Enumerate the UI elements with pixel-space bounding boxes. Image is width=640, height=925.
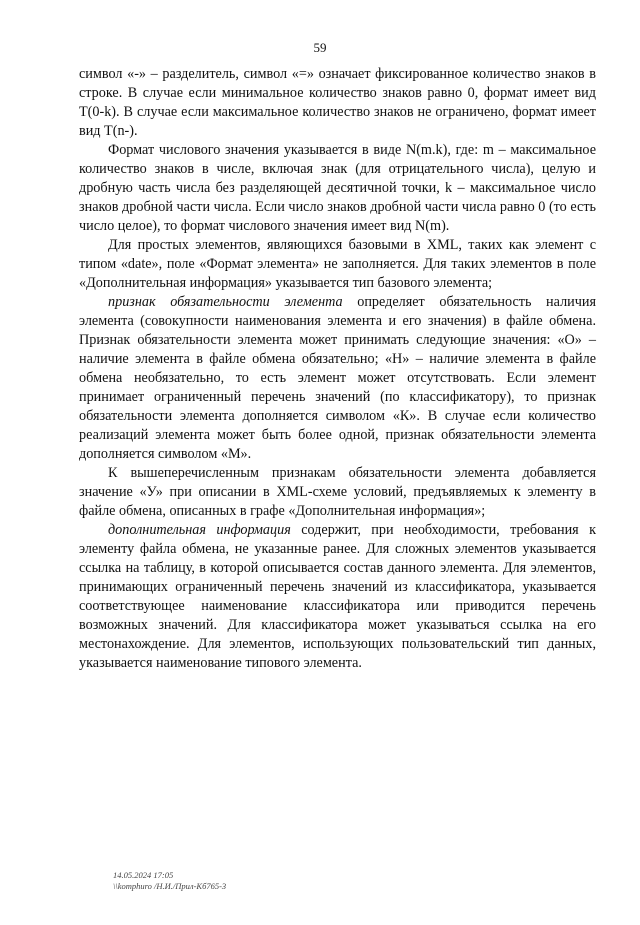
- footer-timestamp: 14.05.2024 17:05: [113, 870, 174, 880]
- paragraph-text: определяет обязательность наличия элемента (совокупности наименования элемента и его значения) в файле обмена. Признак обязательности элемента может принимать следующие значения: «О» – наличие элемента в файле обмена обязательно; «Н» – наличие элемента в файле обмена необязательно, то есть элемент может отсутствовать. Если элемент принимает ограниченный перечень значений (по классификатору), то признак обязательности элемента дополняется символом «К». В случае если количество реализаций элемента может быть более одной, признак обязательности элемента дополняется символом «М».: [79, 294, 596, 462]
- paragraph-p6: [79, 521, 596, 673]
- page-number: 59: [313, 40, 327, 55]
- term-italic: признак обязательности элемента: [108, 294, 343, 310]
- paragraph-text: содержит, при необходимости, требования к элементу файла обмена, не указанные ранее. Для сложных элементов указывается ссылка на таблицу, в которой описывается состав данного элемента. Для элементов, принимающих ограниченный перечень значений из классификатора, указывается соответствующее наименование классификатора или приводится перечень возможных значений. Для классификатора может указываться ссылка на его местонахождение. Для элементов, использующих пользовательский тип данных, указывается наименование типового элемента.: [79, 522, 596, 671]
- document-footer: [113, 870, 226, 892]
- paragraph-p3: [79, 236, 596, 293]
- document-body: [79, 65, 596, 673]
- paragraph-p2: [79, 141, 596, 236]
- paragraph-p1: [79, 65, 596, 141]
- paragraph-p4: [79, 293, 596, 464]
- paragraph-text: Для простых элементов, являющихся базовыми в XML, таких как элемент с типом «date», поле «Формат элемента» не заполняется. Для таких элементов в поле «Дополнительная информация» указывается тип базового элемента;: [79, 237, 596, 291]
- paragraph-p5: [79, 464, 596, 521]
- paragraph-text: символ «-» – разделитель, символ «=» означает фиксированное количество знаков в строке. В случае если минимальное количество знаков равно 0, формат имеет вид T(0-k). В случае если максимальное количество знаков не ограничено, формат имеет вид T(n-).: [79, 66, 596, 139]
- footer-document-code: \\komphuro /Н.И./Прил-Кб765-3: [113, 881, 227, 891]
- paragraph-text: К вышеперечисленным признакам обязательности элемента добавляется значение «У» при описании в XML-схеме условий, предъявляемых к элементу в файле обмена, описанных в графе «Дополнительная информация»;: [79, 465, 596, 519]
- paragraph-text: Формат числового значения указывается в виде N(m.k), где: m – максимальное количество знаков в числе, включая знак (для отрицательного числа), целую и дробную часть числа без разделяющей десятичной точки, k – максимальное число знаков дробной части числа. Если число знаков дробной части числа равно 0 (то есть число целое), то формат числового значения имеет вид N(m).: [79, 142, 596, 234]
- term-italic: дополнительная информация: [108, 522, 291, 538]
